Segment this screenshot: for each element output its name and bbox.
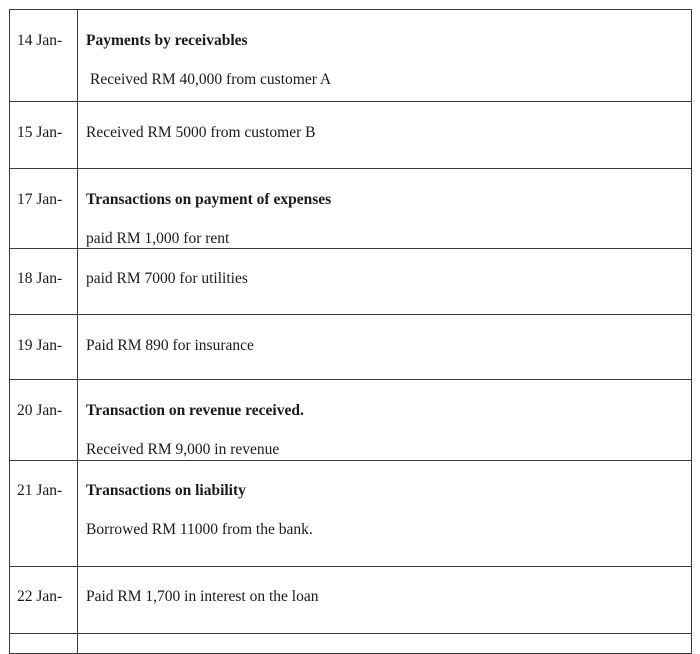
row-detail: Received RM 40,000 from customer A bbox=[90, 71, 332, 88]
description-cell bbox=[78, 102, 692, 169]
date-text: 15 Jan- bbox=[17, 124, 63, 141]
description-cell bbox=[78, 315, 692, 380]
table-row bbox=[10, 380, 692, 461]
row-detail: paid RM 7000 for utilities bbox=[86, 270, 248, 287]
date-text: 20 Jan- bbox=[17, 402, 63, 419]
date-text: 17 Jan- bbox=[17, 191, 63, 208]
table-row bbox=[10, 461, 692, 567]
row-heading: Transactions on payment of expenses bbox=[86, 191, 332, 208]
row-detail: paid RM 1,000 for rent bbox=[86, 230, 230, 247]
table-row bbox=[10, 567, 692, 634]
date-text: 14 Jan- bbox=[17, 32, 63, 49]
date-cell bbox=[10, 169, 78, 249]
row-detail: Paid RM 1,700 in interest on the loan bbox=[86, 588, 319, 605]
date-cell bbox=[10, 315, 78, 380]
description-cell bbox=[78, 380, 692, 461]
date-cell bbox=[10, 10, 78, 102]
description-cell bbox=[78, 567, 692, 634]
table-row bbox=[10, 102, 692, 169]
date-text: 19 Jan- bbox=[17, 337, 63, 354]
table-row bbox=[10, 10, 692, 102]
row-heading: Transaction on revenue received. bbox=[86, 402, 304, 419]
date-cell bbox=[10, 249, 78, 315]
table-row bbox=[10, 249, 692, 315]
date-text: 21 Jan- bbox=[17, 482, 63, 499]
row-detail: Paid RM 890 for insurance bbox=[86, 337, 254, 354]
row-heading: Transactions on liability bbox=[86, 482, 246, 499]
date-text: 22 Jan- bbox=[17, 588, 63, 605]
description-cell bbox=[78, 169, 692, 249]
date-cell bbox=[10, 380, 78, 461]
date-cell bbox=[10, 634, 78, 654]
description-cell bbox=[78, 249, 692, 315]
description-cell bbox=[78, 10, 692, 102]
transactions-table bbox=[9, 9, 692, 654]
description-cell bbox=[78, 634, 692, 654]
date-cell bbox=[10, 567, 78, 634]
date-cell bbox=[10, 461, 78, 567]
row-heading: Payments by receivables bbox=[86, 32, 248, 49]
row-detail: Borrowed RM 11000 from the bank. bbox=[86, 521, 313, 538]
date-cell bbox=[10, 102, 78, 169]
row-detail: Received RM 9,000 in revenue bbox=[86, 441, 280, 458]
table-row bbox=[10, 315, 692, 380]
table-row-empty bbox=[10, 634, 692, 654]
row-detail: Received RM 5000 from customer B bbox=[86, 124, 316, 141]
date-text: 18 Jan- bbox=[17, 270, 63, 287]
description-cell bbox=[78, 461, 692, 567]
table-row bbox=[10, 169, 692, 249]
